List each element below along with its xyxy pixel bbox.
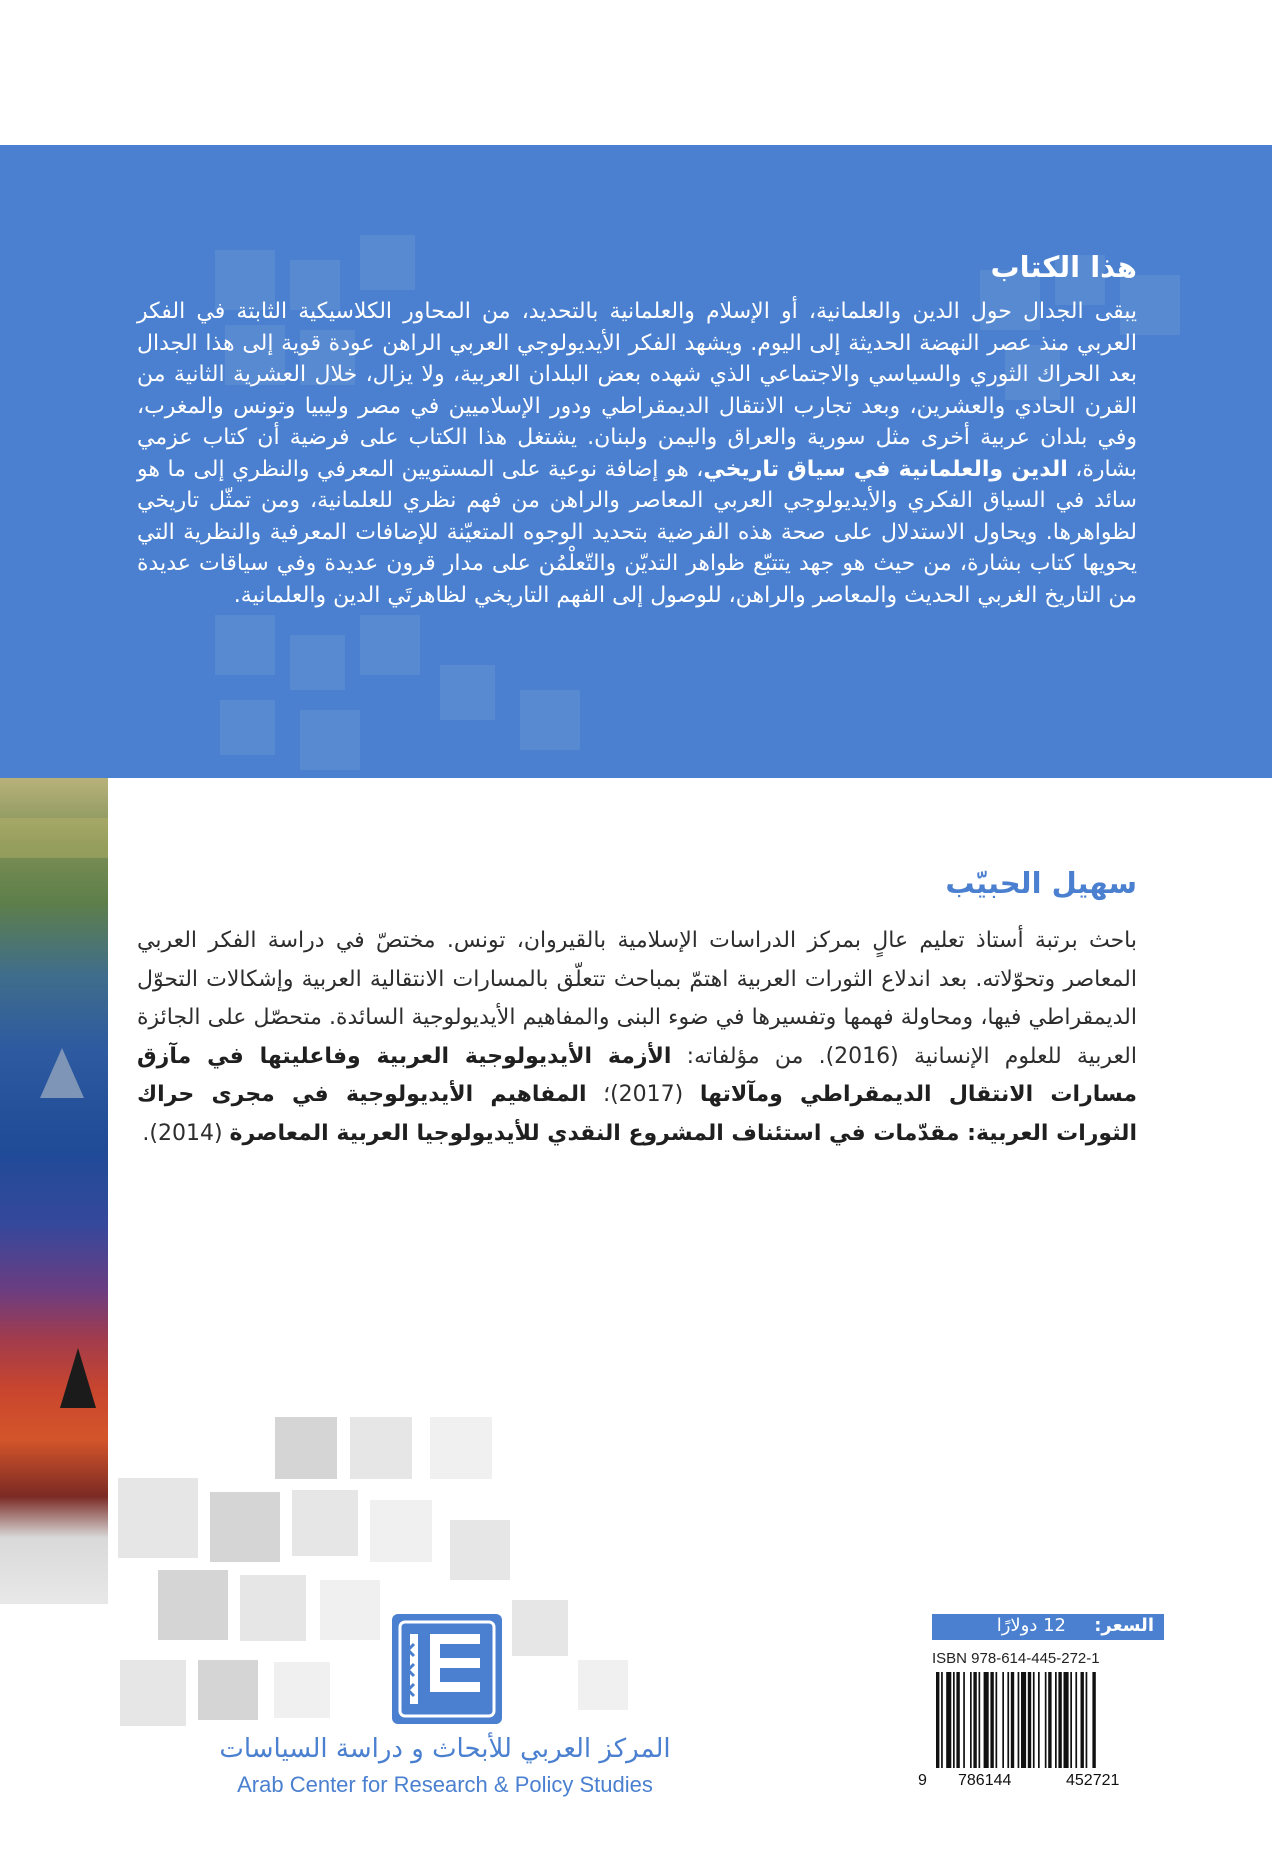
logo-emblem	[392, 1614, 502, 1724]
author-work-1: الأزمة الأيديولوجية العربية وفاعليتها في مآزق مسارات الانتقال الديمقراطي ومآلاتها	[137, 1043, 1137, 1107]
painting-shape	[40, 1048, 84, 1098]
decor-tile	[450, 1520, 510, 1580]
decor-square	[360, 235, 415, 290]
decor-tile	[512, 1600, 568, 1656]
barcode-digits-mid: 786144	[958, 1772, 1012, 1789]
decor-square	[300, 710, 360, 770]
about-text	[137, 296, 1137, 611]
barcode-digit-first: 9	[918, 1772, 927, 1789]
decor-square	[290, 635, 345, 690]
author-bio-text: باحث برتبة أستاذ تعليم عالٍ بمركز الدراسات الإسلامية بالقيروان، تونس. مختصّ في دراسة الفكر العربي المعاصر وتحوّلاته. بعد اندلاع الثورات العربية اهتمّ بمباحث تتعلّق بالمسارات الانتقالية العربية وإشكالات التحوّل الديمقراطي فيها، ومحاولة فهمها وتفسيرها في ضوء البنى والمفاهيم الأيديولوجية السائدة. متحصّل على الجائزة العربية للعلوم الإنسانية (2016). من مؤلفاته:	[137, 928, 1137, 1069]
about-book-title: الدين والعلمانية في سياق تاريخي	[703, 456, 1068, 482]
painting-shape	[0, 818, 108, 858]
decor-tile	[320, 1580, 380, 1640]
about-heading: هذا الكتاب	[990, 250, 1137, 284]
decor-square	[360, 615, 420, 675]
publisher-logo	[392, 1614, 502, 1724]
author-bio	[137, 922, 1137, 1153]
decor-tile	[578, 1660, 628, 1710]
decor-square	[215, 615, 275, 675]
author-bio-end: (2014).	[142, 1120, 230, 1146]
barcode	[932, 1672, 1164, 1768]
about-text-part2: ، هو إضافة نوعية على المستويين المعرفي والنظري إلى ما هو سائد في السياق الفكري والأيديولوجي العربي المعاصر والراهن من فهم نظري للعلمانية، ومن تمثّل تاريخي لظواهرها. ويحاول الاستدلال على صحة هذه الفرضية بتحديد الوجوه المتعيّنة للإضافات المعرفية والنظرية التي يحويها كتاب بشارة، من حيث هو جهد يتتبّع ظواهر التديّن والتّعلْمُن على مدار قرون عديدة وفي سياقات عديدة من التاريخ الغربي الحديث والمعاصر والراهن، للوصول إلى الفهم التاريخي لظاهرتَي الدين والعلمانية.	[137, 456, 1137, 608]
decor-tile	[210, 1492, 280, 1562]
about-text-part1: يبقى الجدال حول الدين والعلمانية، أو الإسلام والعلمانية بالتحديد، من المحاور الكلاسيكية الثابتة في الفكر العربي منذ عصر النهضة الحديثة إلى اليوم. ويشهد الفكر الأيديولوجي العربي الراهن عودة قوية إلى هذا الجدال بعد الحراك الثوري والسياسي والاجتماعي الذي شهده بعض البلدان العربية، ولا يزال، خلال العشرية الثانية من القرن الحادي والعشرين، وبعد تجارب الانتقال الديمقراطي ودور الإسلاميين في مصر وليبيا وتونس والمغرب، وفي بلدان عربية أخرى مثل سورية والعراق واليمن ولبنان. يشتغل هذا الكتاب على فرضية أن كتاب عزمي بشارة،	[137, 299, 1137, 482]
decor-tile	[274, 1662, 330, 1718]
decor-tile	[292, 1490, 358, 1556]
publisher-name-en: Arab Center for Research & Policy Studies	[237, 1772, 653, 1797]
decor-tile	[275, 1417, 337, 1479]
publisher-name-ar: المركز العربي للأبحاث و دراسة السياسات	[219, 1734, 671, 1764]
price-value: 12 دولارًا	[996, 1615, 1066, 1636]
decor-tile	[158, 1570, 228, 1640]
decor-square	[220, 700, 275, 755]
isbn-text: ISBN 978-614-445-272-1	[932, 1650, 1100, 1667]
decor-tile	[430, 1417, 492, 1479]
decor-tile	[350, 1417, 412, 1479]
decor-tile	[198, 1660, 258, 1720]
decor-tile	[118, 1478, 198, 1558]
decor-square	[520, 690, 580, 750]
barcode-digits-end: 452721	[1066, 1772, 1120, 1789]
decor-tile	[370, 1500, 432, 1562]
decor-tile	[240, 1575, 306, 1641]
author-work-2: المفاهيم الأيديولوجية في مجرى حراك الثورات العربية: مقدّمات في استئناف المشروع النقدي للأيديولوجيا العربية المعاصرة	[137, 1082, 1137, 1146]
price-box	[932, 1614, 1164, 1640]
decor-tile	[120, 1660, 186, 1726]
cover-painting	[0, 778, 108, 1604]
author-bio-sep: (2017)؛	[586, 1082, 700, 1107]
painting-shape	[60, 1348, 96, 1408]
author-name: سهيل الحبيّب	[945, 866, 1137, 900]
decor-square	[440, 665, 495, 720]
price-label: السعر:	[1094, 1615, 1154, 1636]
